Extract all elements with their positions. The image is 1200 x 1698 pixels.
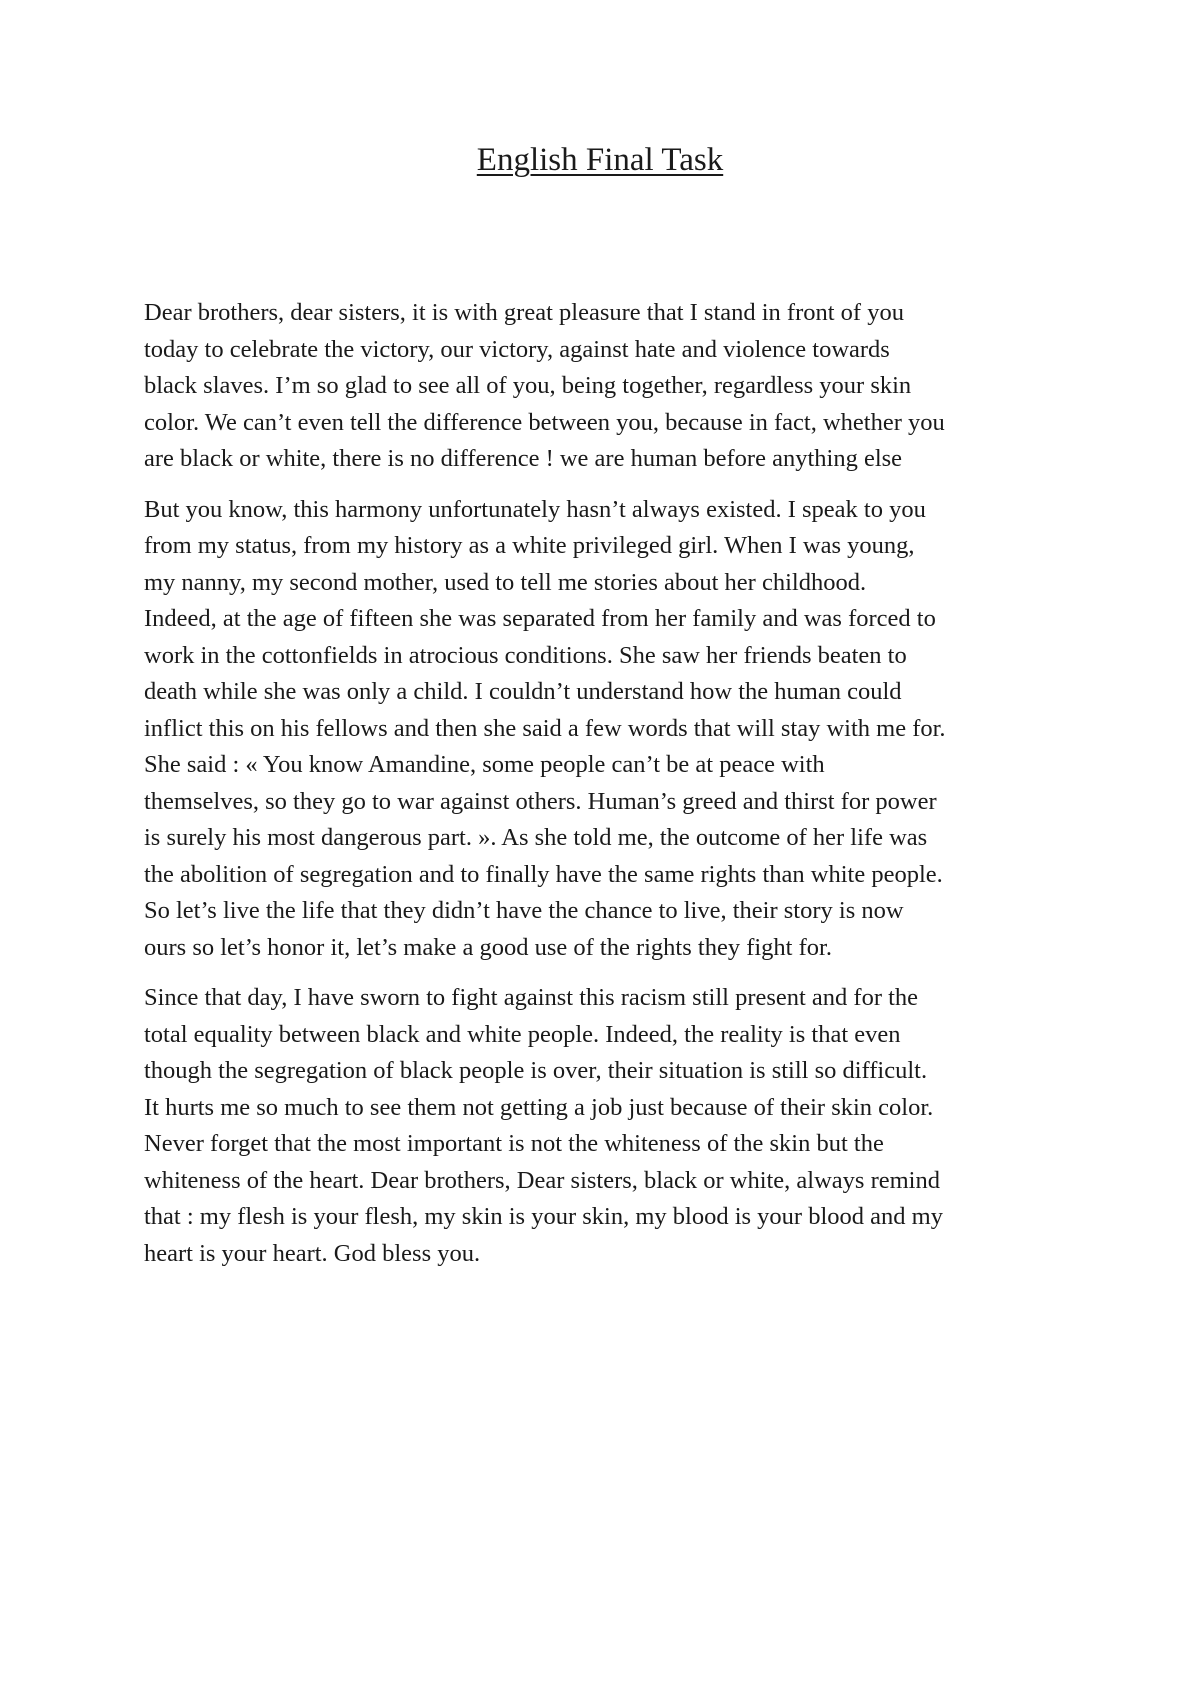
text-line: my nanny, my second mother, used to tell me stories about her childhood. — [144, 568, 867, 596]
document-title: English Final Task — [476, 142, 724, 178]
text-line: that : my flesh is your flesh, my skin is your skin, my blood is your blood and my — [144, 1203, 943, 1230]
text-line: ours so let’s honor it, let’s make a good use of the rights they fight for. — [144, 933, 832, 961]
text-line: are black or white, there is no difference ! we are human before anything else — [144, 445, 903, 472]
text-line: She said : « You know Amandine, some people can’t be at peace with — [144, 751, 825, 778]
text-line: the abolition of segregation and to finally have the same rights than white people. — [144, 860, 943, 888]
paragraph-3 — [144, 980, 1069, 1272]
text-line: Since that day, I have sworn to fight against this racism still present and for the — [144, 984, 919, 1011]
text-line: Never forget that the most important is not the whiteness of the skin but the — [144, 1130, 884, 1157]
text-line: black slaves. I’m so glad to see all of you, being together, regardless your skin — [144, 372, 912, 399]
paragraph-2 — [144, 492, 1069, 967]
text-line: from my status, from my history as a white privileged girl. When I was young, — [144, 532, 915, 559]
text-line: But you know, this harmony unfortunately hasn’t always existed. I speak to you — [144, 495, 926, 523]
text-line: It hurts me so much to see them not getting a job just because of their skin color. — [144, 1093, 934, 1121]
text-line: total equality between black and white people. Indeed, the reality is that even — [144, 1020, 901, 1048]
text-line: inflict this on his fellows and then she said a few words that will stay with me for. — [144, 714, 946, 742]
text-line: death while she was only a child. I couldn’t understand how the human could — [144, 678, 902, 705]
text-line: themselves, so they go to war against others. Human’s greed and thirst for power — [144, 787, 937, 815]
text-line: Dear brothers, dear sisters, it is with great pleasure that I stand in front of you — [144, 299, 904, 326]
text-line: So let’s live the life that they didn’t have the chance to live, their story is now — [144, 897, 904, 924]
text-line: today to celebrate the victory, our victory, against hate and violence towards — [144, 335, 890, 363]
document-body — [144, 295, 1069, 1286]
text-line: color. We can’t even tell the difference between you, because in fact, whether you — [144, 408, 945, 436]
text-line: Indeed, at the age of fifteen she was separated from her family and was forced to — [144, 605, 936, 632]
text-line: though the segregation of black people is over, their situation is still so difficult. — [144, 1057, 928, 1084]
text-line: whiteness of the heart. Dear brothers, Dear sisters, black or white, always remind — [144, 1166, 940, 1194]
paragraph-1 — [144, 295, 1069, 478]
text-line: heart is your heart. God bless you. — [144, 1239, 481, 1267]
text-line: work in the cottonfields in atrocious conditions. She saw her friends beaten to — [144, 641, 907, 669]
text-line: is surely his most dangerous part. ». As she told me, the outcome of her life was — [144, 824, 928, 851]
